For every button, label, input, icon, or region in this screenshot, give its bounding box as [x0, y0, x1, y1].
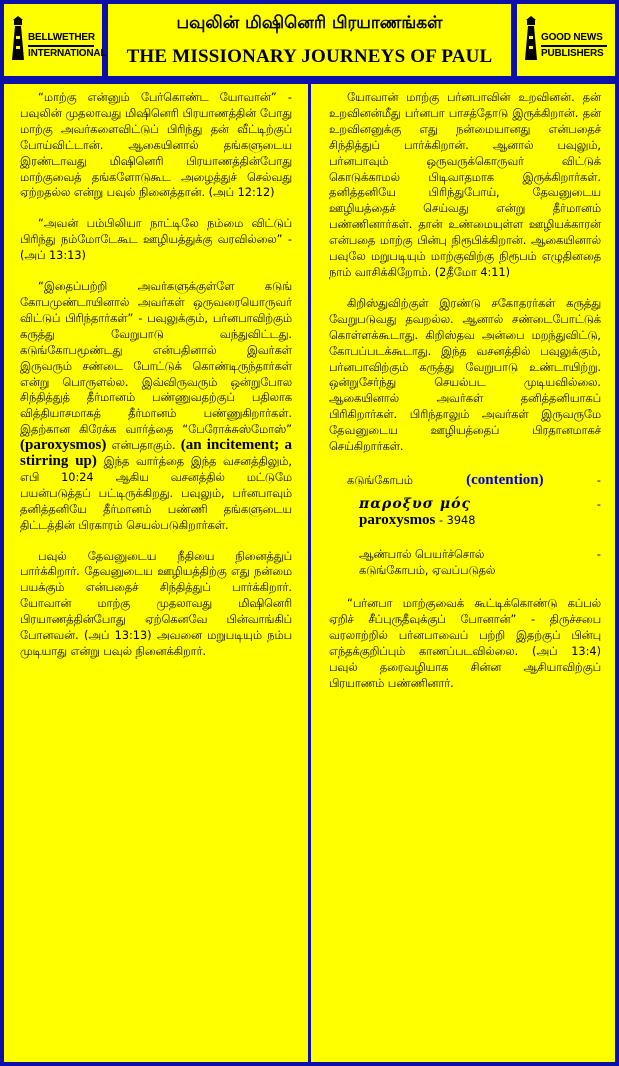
title-banner — [108, 4, 511, 76]
part-of-speech — [329, 547, 601, 579]
english-meaning: (an incitement; a stirring up) — [20, 437, 293, 470]
lighthouse-icon — [10, 16, 26, 62]
logo-line-2: INTERNATIONAL — [28, 48, 107, 59]
paragraph: “பர்னபா மாற்குவைக் கூட்டிக்கொண்டு கப்பல் ஏறிச் சீப்புருதீவுக்குப் போனான்” - திருச்சபை வரலாற்றில் பர்னபாவைப் பற்றி இதற்குப் பின்பு எந்தக்குறிப்பும் காணப்படவில்லை. (அப் 13:4) பவுல் தரைவழியாக சின்ன ஆசியாவிற்குப் பிரயாணம் பண்ணினார். — [329, 597, 601, 690]
logo-line-2: PUBLISHERS — [541, 48, 604, 59]
dash: - — [596, 497, 601, 511]
dash: - — [596, 473, 601, 487]
greek-transliteration: (paroxysmos) — [20, 437, 107, 454]
paragraph: கிறிஸ்துவிற்குள் இரண்டு சகோதரர்கள் கருத்து வேறுபடுவது தவறல்ல. ஆனால் சண்டைபோட்டுக் கொள்ளக்கூடாது. கிறிஸ்தவ அன்பை மறந்துவிட்டு, கோபப்படக்கூடாது. இந்த வசனத்தில் பவுலுக்கும், பர்னபாவிற்கும் கருத்து வேறுபாடு உண்டாயிற்று. ஒன்றுசேர்ந்து செயல்பட முடியவில்லை. ஆகையினால் அவர்கள் தனித்தனியாகப் பிரிகிறார்கள். பிரிந்தாலும் அவர்கள் இருவருமே தேவனுடைய ஊழியத்தைப் பிரதானமாகச் செய்கிறார்கள். — [329, 296, 601, 454]
logo-divider — [28, 45, 94, 47]
gender-label: ஆண்பால் பெயர்ச்சொல் — [359, 547, 485, 561]
title-english: THE MISSIONARY JOURNEYS OF PAUL — [126, 46, 493, 67]
paragraph-text: இந்த வார்த்தை இந்த வசனத்திலும், எபி 10:24 ஆகிய வசனத்தில் மட்டுமே பயன்படுத்தப் பட்டிருக்கிறது. பவுலும், பர்னபாவும் தனித்தனியே தீர்மானம் பண்ணி தங்களுடைய திட்டத்தின் பிரகாரம் செயல்படுகிறார்கள். — [20, 455, 292, 532]
greek-entry — [329, 497, 601, 529]
logo-line-1: GOOD NEWS — [541, 32, 603, 43]
english-gloss: (contention) — [466, 471, 544, 488]
strongs-number: - 3948 — [439, 513, 476, 527]
bellwether-logo — [4, 4, 107, 76]
gender-meaning: கடுங்கோபம், ஏவப்படுதல் — [359, 563, 496, 577]
tamil-word: கடுங்கோபம் — [347, 473, 413, 487]
logo-line-1: BELLWETHER — [28, 32, 95, 43]
dash: - — [596, 547, 601, 561]
paragraph: பவுல் தேவனுடைய நீதியை நினைத்துப் பார்க்கிறார். தேவனுடைய ஊழியத்திற்கு எது நன்மை பயக்கும் என்பதைச் சிந்தித்துப் பார்க்கிறார். யோவான் மாற்கு முதலாவது மிஷினெரி பிரயாணத்தின்போது ஏற்கெனவே பின்வாங்கிப் போனவன். (அப் 13:13) அவனை மறுபடியும் நம்ப முடியாது என்று பவுல் நினைக்கிறார். — [20, 549, 292, 658]
paragraph — [20, 279, 292, 534]
good-news-logo — [517, 4, 615, 76]
left-column — [4, 84, 308, 1062]
greek-word: παροξυσ μός — [359, 495, 471, 512]
logo-divider — [541, 45, 607, 47]
title-tamil: பவுலின் மிஷினெரி பிரயாணங்கள் — [176, 13, 443, 33]
paragraph-text: “இதைப்பற்றி அவர்களுக்குள்ளே கடுங் கோபமுண்டாயினால் அவர்கள் ஒருவரையொருவர் விட்டுப் பிரிந்தார்கள்” - பவுலுக்கும், பர்னபாவிற்கும் கருத்து வேறுபாடு வந்துவிட்டது. கடுங்கோபமூண்டது என்பதினால் இவர்கள் இருவரும் சண்டை போட்டுக் கொண்டிருந்தார்கள் என்று பொருளல்ல. இவ்விருவரும் ஒன்றுபோல சிந்தித்துத் தீர்மானம் பண்ணுவதற்குப் பதிலாக வித்தியாசமாகத் தீர்மானம் பண்ணுகிறார்கள். இதற்கான கிரேக்க வார்த்தை “பேரோக்சுஸ்மோஸ்” — [20, 280, 292, 437]
right-column — [311, 84, 615, 1062]
greek-transliteration: paroxysmos — [359, 511, 436, 528]
lighthouse-icon — [523, 16, 539, 62]
word-gloss — [329, 473, 601, 489]
paragraph-text: என்பதாகும். — [111, 439, 176, 453]
paragraph: “அவன் பம்பிலியா நாட்டிலே நம்மை விட்டுப் பிரிந்து நம்மோடேகூட ஊழியத்துக்கு வரவில்லை” - (அப் 13:13) — [20, 217, 292, 263]
paragraph: யோவான் மாற்கு பர்னபாவின் உறவினன். தன் உறவினன்மீது பர்னபா பாசத்தோடு இருக்கிறான். தன் உறவினனுக்கு எது நன்மையானது என்பதைச் சிந்தித்துப் பார்க்கிறான். ஆனால் பவுலும், பர்னபாவும் ஒருவருக்கொருவர் விட்டுக் கொடுக்காமல் பிடிவாதமாக இருக்கிறார்கள். தனித்தனியே பிரிந்துபோய், தேவனுடைய ஊழியத்தைச் செய்வது என்று தீர்மானம் பண்ணினார்கள். தான் உண்மையுள்ள ஊழியக்காரன் என்பதை மாற்கு பின்பு நிரூபிக்கிறான். ஆகையினால் பவுலே மறுபடியும் மாற்குவிற்கு நிரூபம் எழுதினதை நாம் வாசிக்கிறோம். (2தீமோ 4:11) — [329, 91, 601, 279]
paragraph: “மாற்கு என்னும் பேர்கொண்ட யோவான்” - பவுலின் முதலாவது மிஷினெரி பிரயாணத்தின் போது மாற்கு அவர்களைவிட்டுப் பிரிந்து தன் வீட்டிற்குப் போய்விட்டான். ஆகையினால் தங்களுடைய இரண்டாவது மிஷினெரி பிரயாணத்தின்போது மாற்குவைத் தங்களோடுகூட அழைத்துச் செல்வது ஏற்றதல்ல என்று பவுல் நினைத்தான். (அப் 12:12) — [20, 91, 292, 200]
